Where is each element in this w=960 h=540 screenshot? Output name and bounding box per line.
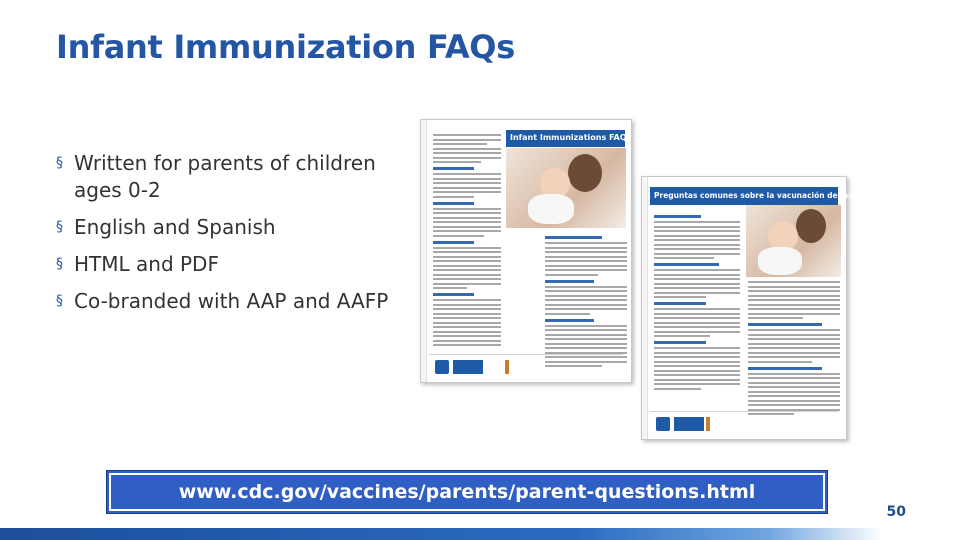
bullet-marker-icon: § (56, 155, 63, 171)
page-number: 50 (886, 504, 906, 520)
bullet-text: Written for parents of children ages 0-2 (74, 151, 376, 202)
english-flyer-thumbnail (420, 119, 632, 383)
cdc-logo-icon (674, 417, 704, 431)
url-link[interactable]: www.cdc.gov/vaccines/parents/parent-questions.html (178, 481, 756, 503)
bullet-item (56, 150, 406, 204)
flyer-title-banner: Infant Immunizations FAQs (506, 130, 625, 147)
slide-title: Infant Immunization FAQs (56, 28, 515, 66)
parent-head (568, 154, 602, 192)
baby-body (528, 194, 574, 224)
flyer-text-column-left (433, 134, 501, 349)
spanish-flyer-thumbnail (641, 176, 881, 440)
aafp-logo-icon (505, 360, 559, 374)
hhs-logo-icon (656, 417, 670, 431)
bullet-text: Co-branded with AAP and AAFP (74, 289, 389, 313)
parent-baby-photo (746, 205, 841, 277)
url-banner (106, 470, 828, 514)
bullet-item (56, 251, 406, 278)
bullet-item (56, 214, 406, 241)
bullet-item (56, 288, 406, 315)
parent-head (796, 209, 826, 243)
flyer-text-column-right (545, 232, 627, 370)
flyer-margin (642, 177, 648, 439)
parent-baby-photo (506, 148, 626, 228)
aap-logo-icon (772, 417, 820, 431)
aafp-logo-icon (706, 417, 760, 431)
flyer-text-column-right (748, 281, 840, 418)
bullet-marker-icon: § (56, 256, 63, 272)
bullet-text: English and Spanish (74, 215, 276, 239)
aap-logo-icon (567, 360, 615, 374)
bottom-accent-bar (0, 528, 960, 540)
flyer-margin (421, 120, 427, 382)
flyer-text-column-left (654, 211, 740, 392)
hhs-logo-icon (435, 360, 449, 374)
baby-body (758, 247, 802, 275)
bullet-list (56, 150, 406, 325)
flyer-title-banner: Preguntas comunes sobre la vacunación de los bebés (650, 187, 838, 205)
bullet-text: HTML and PDF (74, 252, 219, 276)
bullet-marker-icon: § (56, 293, 63, 309)
cdc-logo-icon (453, 360, 483, 374)
bullet-marker-icon: § (56, 219, 63, 235)
